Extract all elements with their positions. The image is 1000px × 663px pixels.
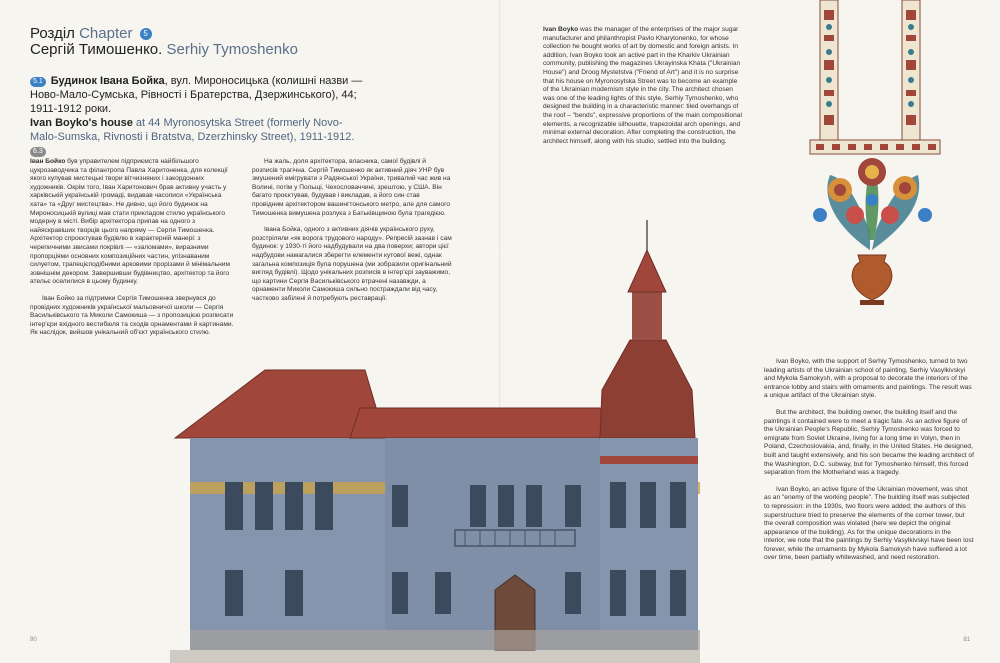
chapter-label-uk: Розділ [30,25,75,42]
author-heading [30,41,298,58]
author-name-en: Serhiy Tymoshenko [166,41,298,58]
chapter-number-badge: 5 [140,28,152,40]
text-column-en-top [543,26,743,154]
chapter-heading [30,25,152,42]
paragraph: Івана Бойка, одного з активних діячів українського руху, розстріляли «як ворога трудового народу». Репресій зазнав і сам будинок: у 1930-ті його надбудували на два поверхи; автори цієї надбудови намагалися зберегти елементи кутової вежі, однак загальна композиція була порушена (ми зобразили оригінальний вигляд будівлі). Щодо унікальних розписів в інтер'єрі зауважимо, що картини Сергія Васильківського втрачені назавжди, а орнаменти Миколи Самокиша сильно постраждали від часу, частково забілені й потребують реставрації. [252,226,452,302]
reference-badge: 6.3 [30,147,46,157]
author-name-uk: Сергій Тимошенко. [30,41,163,58]
paragraph [543,26,743,146]
building-title-block [30,74,370,158]
paragraph: На жаль, доля архітектора, власника, самої будівлі й розписів трагічна. Сергій Тимошенко як активний діяч УНР був змушений емігрувати з Радянської України, тривалий час жив на Волині, потім у Польщі, Чехословаччині, зрештою, у США. Він багато проєктував, будував і викладав, а його син став провідним архітектором вашингтонського метро, але для самого Тимошенка вимушена розлука з Батьківщиною була трагедією. [252,158,451,217]
chapter-label-en: Chapter [79,25,133,42]
text-column-en-bottom [764,358,974,571]
paragraph: Іван Бойко за підтримки Сергія Тимошенка звернувся до провідних художників української мальовничої школи — Сергія Васильківського та Миколи Самокиша — з пропозицією розписати інтер'єри вхідного вестибюля та сходів орнаментами й картинами. Як наслідок, вийшов унікальний об'єкт українського стилю. [30,294,234,337]
name-highlight: Іван Бойко [30,158,66,165]
ornament-illustration [800,0,1000,310]
paragraph: Ivan Boyko, with the support of Serhiy Tymoshenko, turned to two leading artists of the Ukrainian school of painting, Serhiy Vasylkivskyi and Mykola Samokysh, with a proposal to decorate the interiors of the entrance lobby and stairs with ornaments and paintings. The result was a unique artifact of the Ukrainian style. [764,358,972,400]
name-highlight: Ivan Boyko [543,26,579,33]
building-illustration [170,220,700,663]
paragraph: Ivan Boyko, an active figure of the Ukrainian movement, was shot as an "enemy of the working people". The building itself was subjected to repression: in the 1930s, two floors were added; the authors of this superstructure tried to preserve the elements of the corner tower, but the overall composition was violated (here we depict the original appearance of the building). As for the unique decorations in the interior, we note that the paintings by Serhiy Vasylkivskyi have been lost forever, while the ornaments by Mykola Samokysh have suffered a lot over time, been partially whitewashed, and need restoration. [764,485,974,562]
paragraph-text: was the manager of the enterprises of the major sugar manufacturer and philanthropist Pavlo Kharytonenko, for whose collection he bought works of art by domestic and foreign artists. In addition, Ivan Boyko took an active part in the Kharkiv Ukrainian community, publishing the magazines Ukrayinska Khata ("Ukrainian House") and Droog Mystetstva ("Friend of Art") and it is no surprise that his house on Myronosytska Street was to become an example of the Ukrainian modernism style in the city. The architect chosen was one of the leading lights of this style, Serhiy Tymoshenko, who designed the building in a characteristic manner: tiled overhangs of the roof – "bends", expressive proportions of the main compositional elements, a recognizable silhouette, trapezoidal arch openings, and minimal external decoration. After completing the construction, the architect himself, along with his studio, settled into the building. [543,26,742,145]
page-number-right: 81 [963,637,970,643]
page-number-left: 80 [30,637,37,643]
building-title-uk: Будинок Івана Бойка [50,75,165,87]
paragraph-text: був управителем підприємств найбільшого цукрозаводчика та філантропа Павла Харитоненка, для колекції якого купував мистецькі твори вітчизняних і закордонних художників. Окрім того, Іван Харитонович брав активну участь у харківській українській громаді, видавав часописи «Українська хата» та «Друг мистецтва». Не дивно, що його будинок на Мироносицькій вулиці мав стати прикладом стилю українського модерну в місті. Вибір архітектора припав на одного з найяскравіших творців цього напряму — Сергія Тимошенка. Архітектор спроєктував будівлю в характерній манері: з черепичними звисами покрівлі — «заломами», виразними пропорціями основних композиційних частин, упізнаваним силуетом, трапецієподібними арковими прорізами й мінімальним зовнішнім декором. Завершивши будівництво, архітектор та його ательє оселилися в цьому будинку. [30,158,230,286]
building-number-badge: 5.1 [30,77,46,87]
paragraph: But the architect, the building owner, the building itself and the paintings it contained were to meet a tragic fate. As an active figure of the Ukrainian People's Republic, Serhiy Tymoshenko was forced to emigrate from Soviet Ukraine, living for a long time in Volyn, then in Poland, Czechoslovakia, and, finally, in the United States. He designed, built and taught extensively, and his son became the leading architect of the Washington, D.C. subway, but for Tymoshenko himself, this forced separation from the Motherland was a tragedy. [764,408,974,477]
building-address-uk: , вул. Мироносицька (колишні назви — Ново-Мало-Сумська, Рівності і Братерства, Дзержинського), 44; 1911-1912 роки. [30,75,363,115]
building-address-en: at 44 Myronosytska Street (formerly Novo-Malo-Sumska, Rivnosti i Bratstva, Dzerzhinsky Street), 1911-1912. [30,117,355,143]
building-title-en: Ivan Boyko's house [30,117,133,129]
